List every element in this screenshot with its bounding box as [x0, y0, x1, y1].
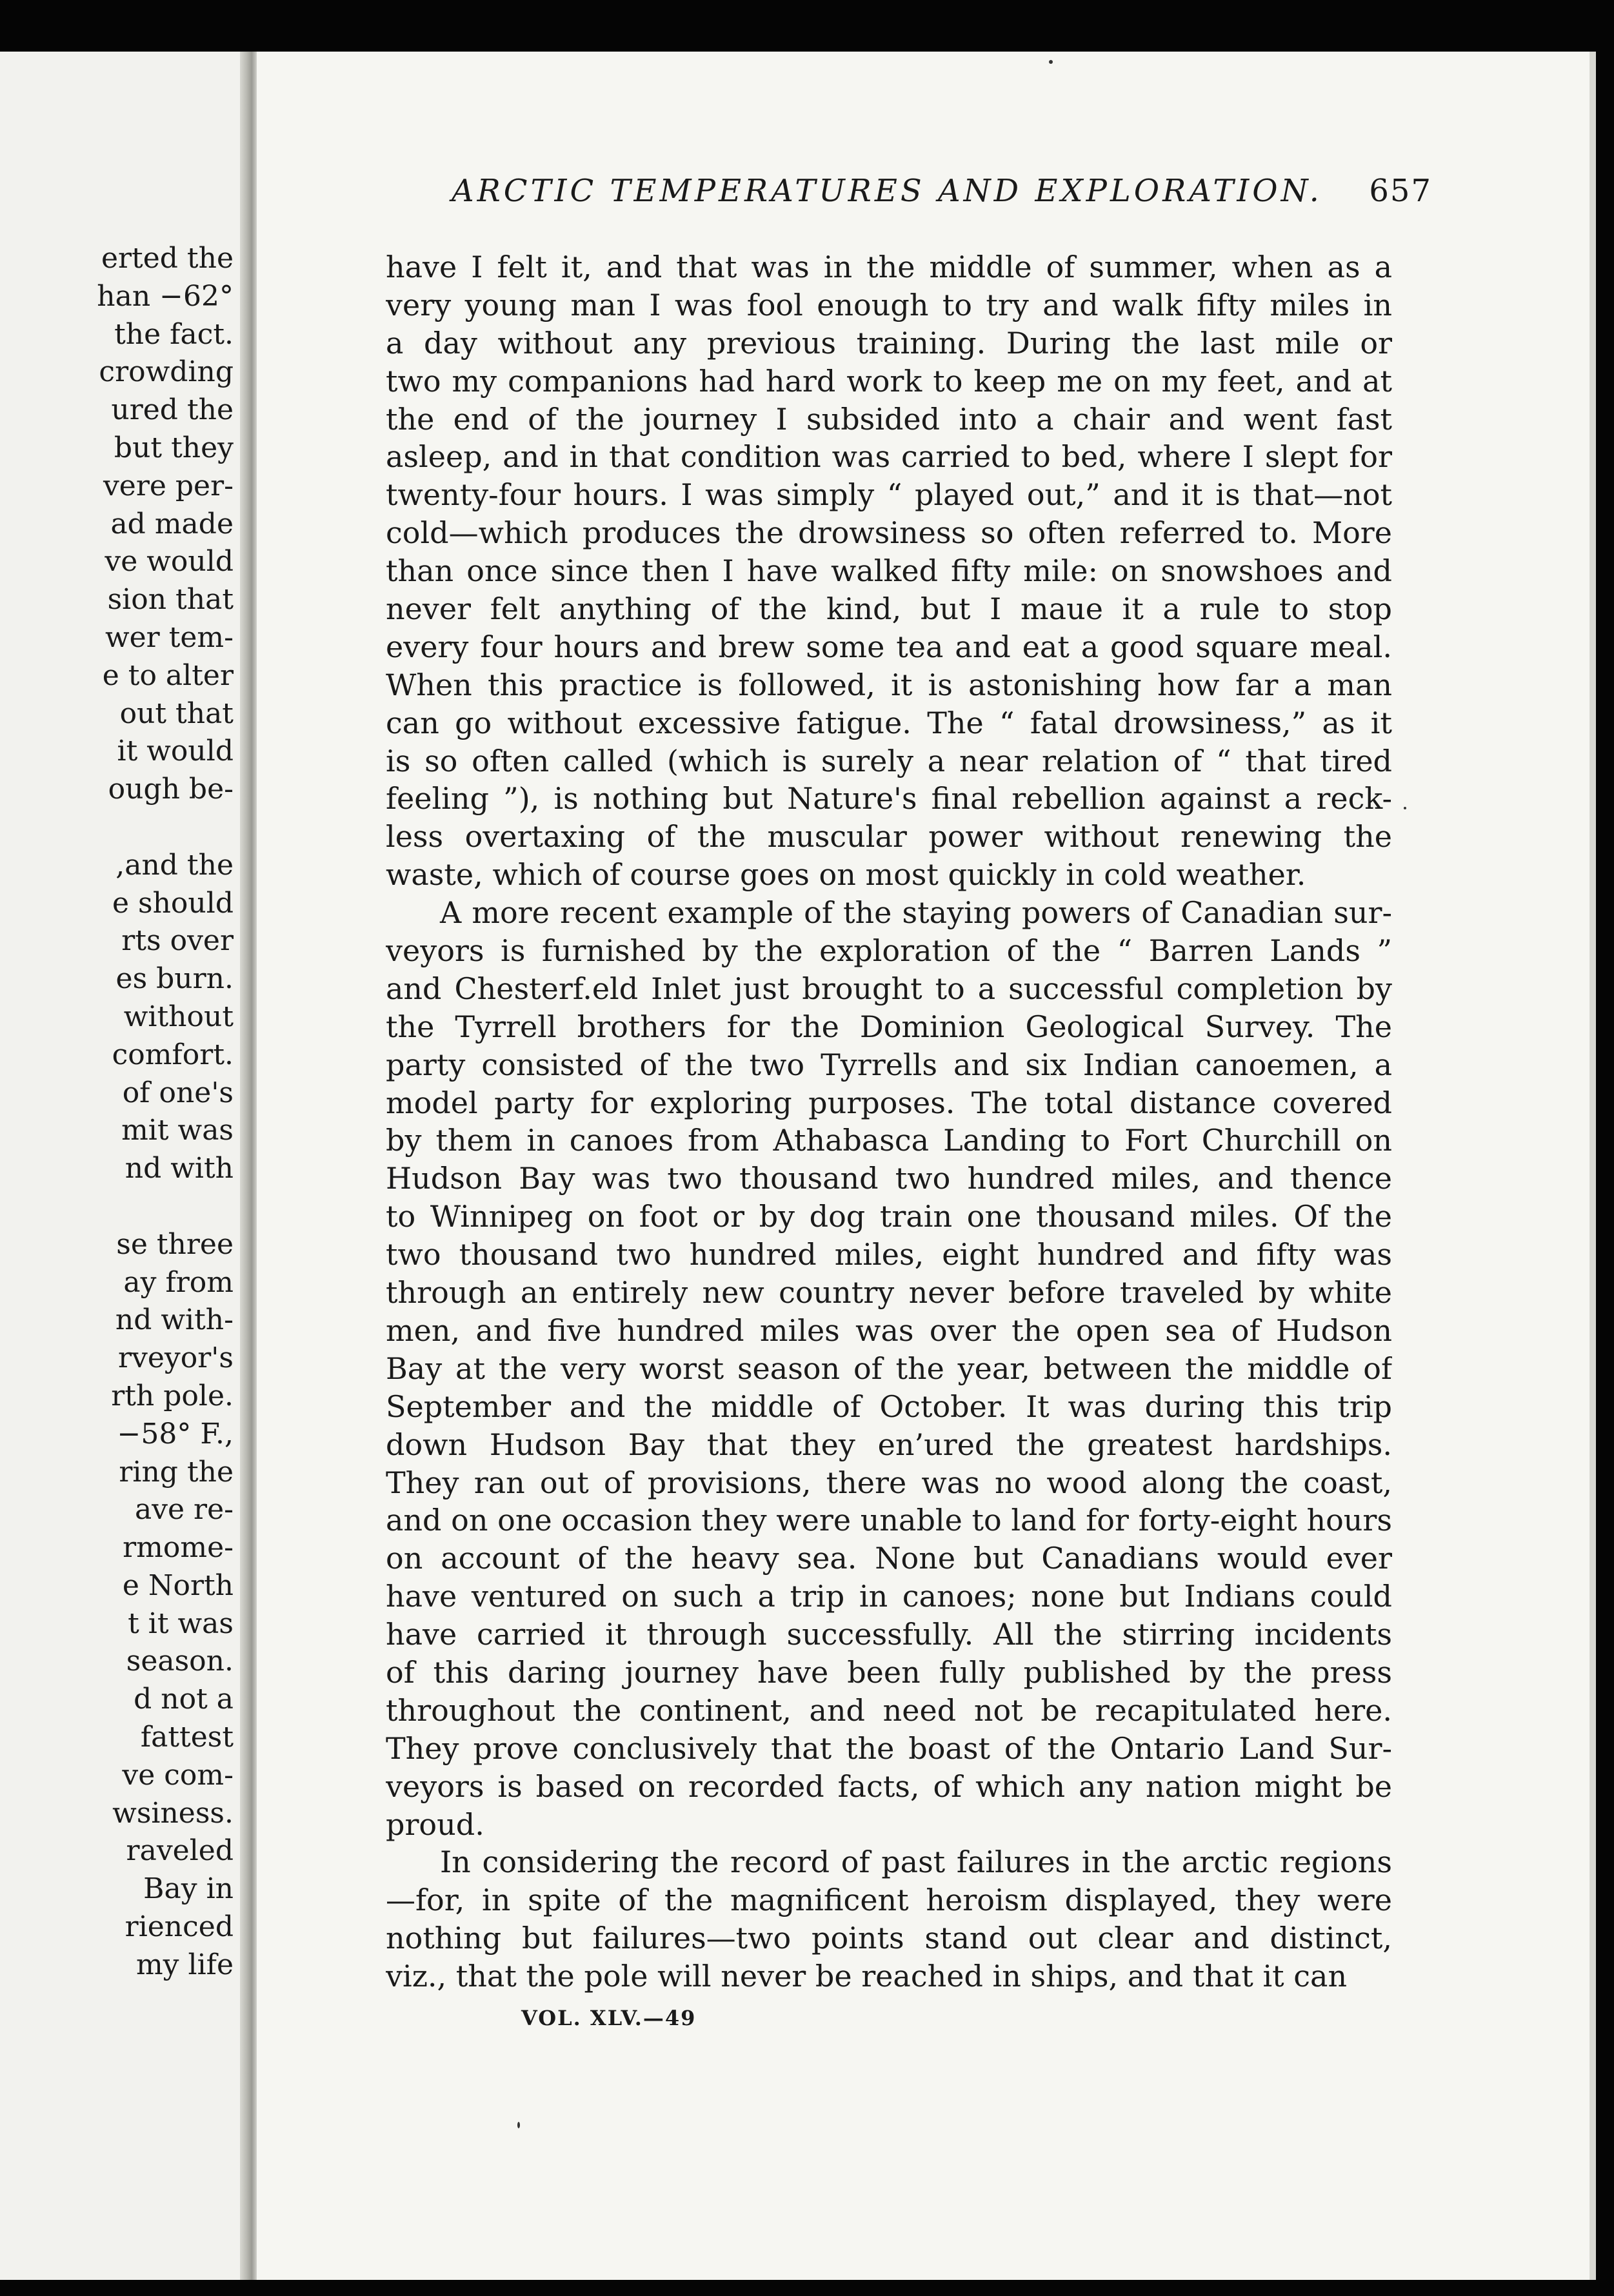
body-line: asleep, and in that condition was carried to bed, where I slept for	[386, 439, 1392, 475]
body-line: two my companions had hard work to keep me on my feet, and at	[386, 363, 1392, 399]
body-line: through an entirely new country never before traveled by white	[386, 1275, 1392, 1311]
left-page-line: se three	[116, 1227, 234, 1261]
left-page-line: vere per-	[103, 469, 234, 502]
body-line: proud.	[386, 1806, 484, 1842]
left-page-line: rmome-	[123, 1531, 234, 1565]
left-facing-page	[0, 52, 240, 2280]
left-page-line: rts over	[121, 924, 234, 958]
left-page-line: −58° F.,	[117, 1417, 234, 1450]
left-page-line: comfort.	[112, 1038, 234, 1071]
running-head	[452, 173, 1432, 209]
body-line: viz., that the pole will never be reached in ships, and that it can	[386, 1959, 1348, 1994]
left-page-line: out that	[119, 697, 234, 730]
left-page-line: but they	[114, 431, 234, 464]
left-page-line: nd with-	[115, 1303, 234, 1337]
left-page-line: e North	[122, 1569, 234, 1602]
body-line: —for, in spite of the magnificent heroism displayed, they were	[386, 1883, 1392, 1918]
left-page-line: it would	[117, 735, 234, 768]
left-page-line: fattest	[140, 1721, 234, 1754]
left-page-line: d not a	[134, 1683, 234, 1716]
body-line: to Winnipeg on foot or by dog train one thousand miles. Of the	[386, 1199, 1392, 1234]
page-number: 657	[1369, 173, 1432, 209]
body-line: A more recent example of the staying powers of Canadian sur-	[440, 895, 1392, 931]
page-edge	[1589, 52, 1596, 2280]
body-line: waste, which of course goes on most quickly in cold weather.	[386, 857, 1306, 893]
body-line: never felt anything of the kind, but I maue it a rule to stop	[386, 591, 1392, 627]
body-line: Hudson Bay was two thousand two hundred miles, and thence	[386, 1161, 1392, 1196]
body-line: have I felt it, and that was in the middle of summer, when as a	[386, 250, 1392, 284]
body-line: than once since then I have walked fifty mile: on snowshoes and	[386, 553, 1392, 589]
body-line: veyors is based on recorded facts, of which any nation might be	[386, 1768, 1392, 1804]
left-page-line: wsiness.	[112, 1796, 234, 1830]
body-line: by them in canoes from Athabasca Landing to Fort Churchill on	[386, 1123, 1392, 1158]
body-line: men, and five hundred miles was over the open sea of Hudson	[386, 1312, 1392, 1348]
left-page-line	[97, 1188, 234, 1226]
body-line: is so often called (which is surely a near relation of “ that tired	[386, 743, 1392, 778]
left-page-line: my life	[135, 1948, 234, 1981]
body-line: throughout the continent, and need not be recapitulated here.	[386, 1692, 1392, 1728]
running-head-title: ARCTIC TEMPERATURES AND EXPLORATION.	[452, 173, 1322, 209]
body-line: September and the middle of October. It was during this trip	[386, 1389, 1392, 1424]
body-line: have carried it through successfully. All the stirring incidents	[386, 1617, 1392, 1652]
left-page-line: without	[123, 1000, 234, 1033]
left-page-line: es burn.	[115, 962, 234, 996]
left-page-line: ve com-	[122, 1758, 234, 1792]
body-line: every four hours and brew some tea and eat a good square meal.	[386, 629, 1392, 664]
left-page-line: han −62°	[97, 279, 234, 313]
body-text	[386, 248, 1392, 1995]
scan-speck	[1404, 807, 1406, 809]
body-line: In considering the record of past failures in the arctic regions	[440, 1845, 1392, 1880]
body-line: less overtaxing of the muscular power without renewing the	[386, 819, 1392, 855]
left-page-line: sion that	[107, 583, 234, 617]
left-page-line: ,and the	[115, 848, 234, 882]
body-line: cold—which produces the drowsiness so often referred to. More	[386, 515, 1392, 551]
left-page-line: nd with	[125, 1152, 234, 1185]
left-page-line	[97, 809, 234, 847]
body-line: They prove conclusively that the boast of the Ontario Land Sur-	[386, 1730, 1392, 1766]
left-page-line: ay from	[123, 1265, 234, 1299]
body-line: two thousand two hundred miles, eight hundred and fifty was	[386, 1237, 1392, 1272]
left-page-line: wer tem-	[105, 620, 234, 654]
left-page-line: erted the	[101, 242, 234, 275]
left-page-line: mit was	[121, 1114, 234, 1147]
scan-speck	[517, 2122, 520, 2128]
body-line: and Chesterf.eld Inlet just brought to a successful completion by	[386, 971, 1392, 1006]
body-line: on account of the heavy sea. None but Canadians would ever	[386, 1541, 1392, 1576]
left-page-line: season.	[126, 1645, 234, 1678]
body-line: feeling ”), is nothing but Nature's final rebellion against a reck-	[386, 781, 1392, 816]
left-page-line: ad made	[110, 507, 234, 540]
body-line: nothing but failures—two points stand out clear and distinct,	[386, 1921, 1392, 1956]
body-line: the Tyrrell brothers for the Dominion Geological Survey. The	[386, 1009, 1392, 1044]
left-page-line: raveled	[126, 1834, 234, 1868]
body-line: twenty-four hours. I was simply “ played out,” and it is that—not	[386, 477, 1392, 513]
body-line: and on one occasion they were unable to land for forty-eight hours	[386, 1503, 1392, 1538]
left-page-line: e to alter	[102, 658, 234, 692]
left-page-line: rveyor's	[118, 1341, 234, 1375]
left-page-line: crowding	[99, 355, 234, 389]
body-line: Bay at the very worst season of the year, between the middle of	[386, 1351, 1392, 1386]
body-line: very young man I was fool enough to try and walk fifty miles in	[386, 287, 1392, 322]
body-line: have ventured on such a trip in canoes; none but Indians could	[386, 1579, 1392, 1614]
left-page-line: Bay in	[143, 1872, 234, 1906]
scan-speck	[1049, 60, 1053, 64]
body-line: When this practice is followed, it is astonishing how far a man	[386, 667, 1392, 702]
body-line: party consisted of the two Tyrrells and six Indian canoemen, a	[386, 1047, 1392, 1082]
left-page-line: rth pole.	[111, 1379, 234, 1412]
body-line: model party for exploring purposes. The total distance covered	[386, 1085, 1392, 1120]
left-page-line: ring the	[119, 1455, 234, 1489]
page-gutter	[240, 52, 257, 2280]
left-page-text	[97, 240, 234, 1984]
signature-mark: VOL. XLV.—49	[521, 2006, 697, 2030]
left-page-line: ured the	[111, 393, 234, 427]
body-line: down Hudson Bay that they en’ured the greatest hardships.	[386, 1427, 1392, 1462]
left-page-line: ve would	[105, 545, 234, 579]
body-line: the end of the journey I subsided into a chair and went fast	[386, 401, 1392, 437]
left-page-line: rienced	[125, 1910, 234, 1944]
left-page-line: ave re-	[134, 1493, 234, 1527]
body-line: a day without any previous training. During the last mile or	[386, 325, 1392, 361]
body-line: They ran out of provisions, there was no wood along the coast,	[386, 1465, 1392, 1500]
body-line: of this daring journey have been fully published by the press	[386, 1654, 1392, 1690]
left-page-line: of one's	[122, 1076, 234, 1109]
left-page-line: ough be-	[108, 773, 234, 806]
left-page-line: the fact.	[114, 317, 234, 351]
left-page-line: t it was	[128, 1607, 234, 1640]
body-line: veyors is furnished by the exploration of the “ Barren Lands ”	[386, 933, 1392, 969]
body-line: can go without excessive fatigue. The “ fatal drowsiness,” as it	[386, 705, 1392, 740]
left-page-line: e should	[112, 886, 234, 920]
